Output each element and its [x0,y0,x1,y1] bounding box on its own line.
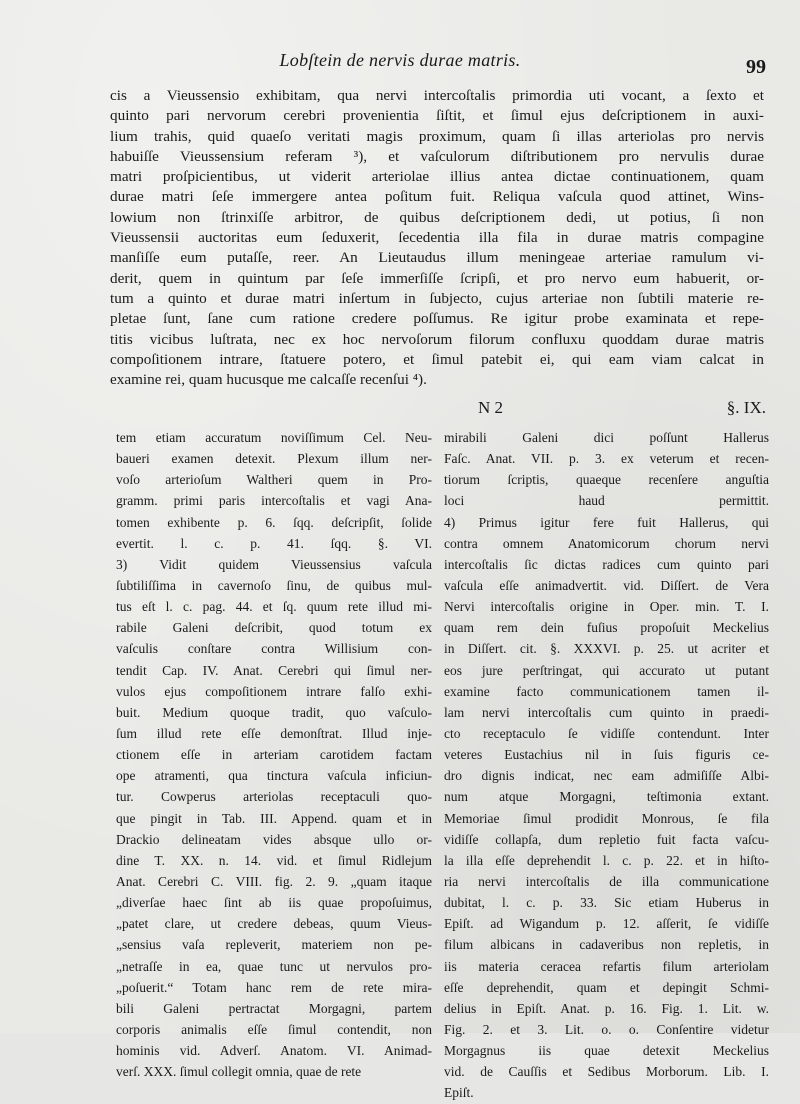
text-line: lowium non ſtrinxiſſe arbitror, de quibus deſcriptionem dedi, ut potius, ſi non [110,208,764,226]
footnote-line: vaſculis conſtare contra Willisium con- [116,641,432,657]
footnote-line: eſſe deprehendit, quam et depingit Schmi- [444,979,769,995]
text-line: pletae ſunt, ſane cum ratione credere poſſumus. Re igitur probe examinata et repe- [110,310,764,328]
footnote-line: „netraſſe in ea, quae tunc ut nervulos pro- [116,958,432,974]
footnote-line: 4) Primus igitur fere fuit Hallerus, qui [444,514,769,530]
footnote-line: tiorum ſcriptis, quaeque recenſere anguſtia [444,472,769,488]
page-number: 99 [746,56,766,78]
footnote-line: vid. de Cauſſis et Sedibus Morborum. Lib. I. [444,1064,769,1080]
footnote-line: rabile Galeni deſcribit, quod totum ex [116,620,432,636]
footnote-line: loci haud permittit. [444,493,769,509]
text-line: tum a quinto et durae matri inſertum in ſubjecto, cujus arteriae non ſubtili materie re- [110,289,764,307]
text-line: lium trahis, quid quaeſo veritati magis proximum, quam ſi illas arteriolas pro nervis [110,127,764,145]
text-line: cis a Vieussensio exhibitam, qua nervi intercoſtalis primordia uti vocant, a ſexto et [110,87,764,104]
footnote-line: cto receptaculo ſe vidiſſe contendunt. Inter [444,725,769,741]
footnote-line: Anat. Cerebri C. VIII. fig. 2. 9. „quam itaque [116,873,432,889]
footnote-line: tur. Cowperus arteriolas receptaculi quo- [116,789,432,805]
footnote-line: corporis animalis eſſe ſimul contendit, non [116,1021,432,1037]
footnote-line: contra omnem Anatomicorum chorum nervi [444,535,769,551]
footnote-line: vaſcula eſſe animadvertit. vid. Diſſert. de Vera [444,577,769,593]
footnote-line: voſo arterioſum Waltheri quem in Pro- [116,472,432,488]
footnote-line: ſubtiliſſima in cavernoſo ſinu, de quibus mul- [116,577,432,593]
text-line: titis vicibus luſtrata, nec ex hoc nervoſorum filorum confluxu quoddam durae matris [110,330,764,348]
footnote-line: dubitat, l. c. p. 33. Sic etiam Huberus in [444,895,769,911]
footnote-line: ope atramenti, qua tinctura vaſcula inficiun- [116,768,432,784]
catchword: §. IX. [726,398,766,417]
footnote-line: dro dignis indicat, nec eam admiſiſſe Albi- [444,768,769,784]
footnote-line: Epiſt. ad Wigandum p. 12. aſſerit, ſe vidiſſe [444,916,769,932]
text-line: Vieussensii auctoritas eum ſeduxerit, ſecedentia illa fila in durae matris compagine [110,229,764,247]
text-line: derit, quem in quintum par ſeſe immerſiſſe ſcripſi, et pro nervo eum habuerit, or- [110,269,764,287]
footnote-line: mirabili Galeni dici poſſunt Hallerus [444,430,769,445]
footnote-line: tendit Cap. IV. Anat. Cerebri qui ſimul ner- [116,662,432,678]
footnote-line: „patet clare, ut credere debeas, quum Vieus- [116,916,432,932]
footnote-line: gramm. primi paris intercoſtalis et vagi Ana- [116,493,432,509]
footnote-line: tus eſt l. c. pag. 44. et ſq. quum rete illud mi- [116,599,432,615]
footnote-line: que pingit in Tab. III. Append. quam et in [116,810,432,826]
footnote-line: Morgagnus iis quae detexit Meckelius [444,1043,769,1059]
footnote-line: bili Galeni pertractat Morgagni, partem [116,1000,432,1016]
signature-mark: N 2 [478,398,504,417]
footnotes-right-column [444,427,769,1104]
text-line: durae matri ſeſe immergere antea poſitum fuit. Reliqua vaſcula quod attinet, Wins- [110,188,764,206]
footnote-line: baueri examen detexit. Plexum illum ner- [116,451,432,467]
text-line: manſiſſe eum putaſſe, reer. An Lieutaudus illum meningeae arteriae ramulum vi- [110,249,764,267]
footnote-line: Epiſt. [444,1085,474,1101]
footnote-line: ctionem eſſe in arteriam carotidem factam [116,747,432,763]
footnote-line: verſ. XXX. ſimul collegit omnia, quae de rete [116,1064,362,1080]
footnote-line: Drackio delineatam vides absque ullo or- [116,831,432,847]
footnote-line: vulos ejus compoſitionem intrare falſo exhi- [116,683,432,699]
footnote-line: delius in Epiſt. Anat. p. 16. Fig. 1. Lit. w. [444,1000,769,1016]
footnote-line: tem etiam accuratum noviſſimum Cel. Neu- [116,430,432,445]
footnote-line: Faſc. Anat. VII. p. 3. ex veterum et recen- [444,451,769,467]
footnote-line: quam rem dein fuſius propoſuit Meckelius [444,620,769,636]
footnote-line: veteres Eustachius nil in ſuis figuris ce- [444,747,769,763]
text-line: compoſitionem intrare, ſtatuere potero, et ſimul patebit ei, qui eam viam calcat in [110,350,764,368]
footnote-line: ſum illud rete eſſe demonſtrat. Illud inje- [116,725,432,741]
footnote-line: filum albicans in cadaveribus non repletis, in [444,937,769,953]
footnote-line: 3) Vidit quidem Vieussensius vaſcula [116,556,432,572]
footnote-line: „poſuerit.“ Totam hanc rem de rete mira- [116,979,432,995]
footnote-line: Memoriae ſimul prodidit Monrous, ſe fila [444,810,769,826]
text-line: examine rei, quam hucusque me calcaſſe recenſui ⁴). [110,371,427,389]
footnote-line: lam nervi intercoſtalis cum quinto in praedi- [444,704,769,720]
footnote-line: hominis vid. Adverſ. Anatom. VI. Animad- [116,1043,432,1059]
footnote-line: vidiſſe collapſa, dum repletio fuit facta vaſcu- [444,831,769,847]
signature-line [110,398,766,420]
footnote-line: Nervi intercoſtalis origine in Oper. min. T. I. [444,599,769,615]
main-text-block [110,86,764,390]
footnote-line: in Diſſert. cit. §. XXXVI. p. 25. ut acriter et [444,641,769,657]
footnote-line: eos jure perſtringat, qui accurato ut putant [444,662,769,678]
text-line: quinto pari nervorum cerebri provenientia ſiſtit, et ſimul ejus deſcriptionem in auxi- [110,107,764,125]
footnote-line: „sensius vaſa repleverit, materiem non pe- [116,937,432,953]
footnote-line: num atque Morgagni, teſtimonia extant. [444,789,769,805]
text-line: matri proſpicientibus, ut viderit arteriolae illius antea dictae continuationem, quam [110,168,764,186]
footnote-line: tomen exhibente p. 6. ſqq. deſcripſit, ſolide [116,514,432,530]
footnote-line: examine facto communicationem tamen il- [444,683,769,699]
footnote-line: buit. Medium quoque tradit, quo vaſculo- [116,704,432,720]
footnote-line: la illa eſſe deprehendit l. c. p. 22. et in hiſto- [444,852,769,868]
footnote-line: iis materia ceracea refartis filum arteriolam [444,958,769,974]
footnote-line: „diverſae haec ſint ab iis quae propoſuimus, [116,895,432,911]
footnotes-left-column [116,427,432,1082]
footnote-line: Fig. 2. et 3. Lit. o. o. Conſentire videtur [444,1021,769,1037]
footnote-line: intercoſtalis ſic dictas radices cum quinto pari [444,556,769,572]
text-line: habuiſſe Vieussensium referam ³), et vaſculorum diſtributionem pro nervulis durae [110,147,764,165]
footnote-line: ria nervi intercoſtalis de illa communicatione [444,873,769,889]
running-head: Lobſtein de nervis durae matris. [279,50,521,70]
footnote-line: dine T. XX. n. 14. vid. et ſimul Ridlejum [116,852,432,868]
footnote-line: evertit. l. c. p. 41. ſqq. §. VI. [116,535,432,551]
